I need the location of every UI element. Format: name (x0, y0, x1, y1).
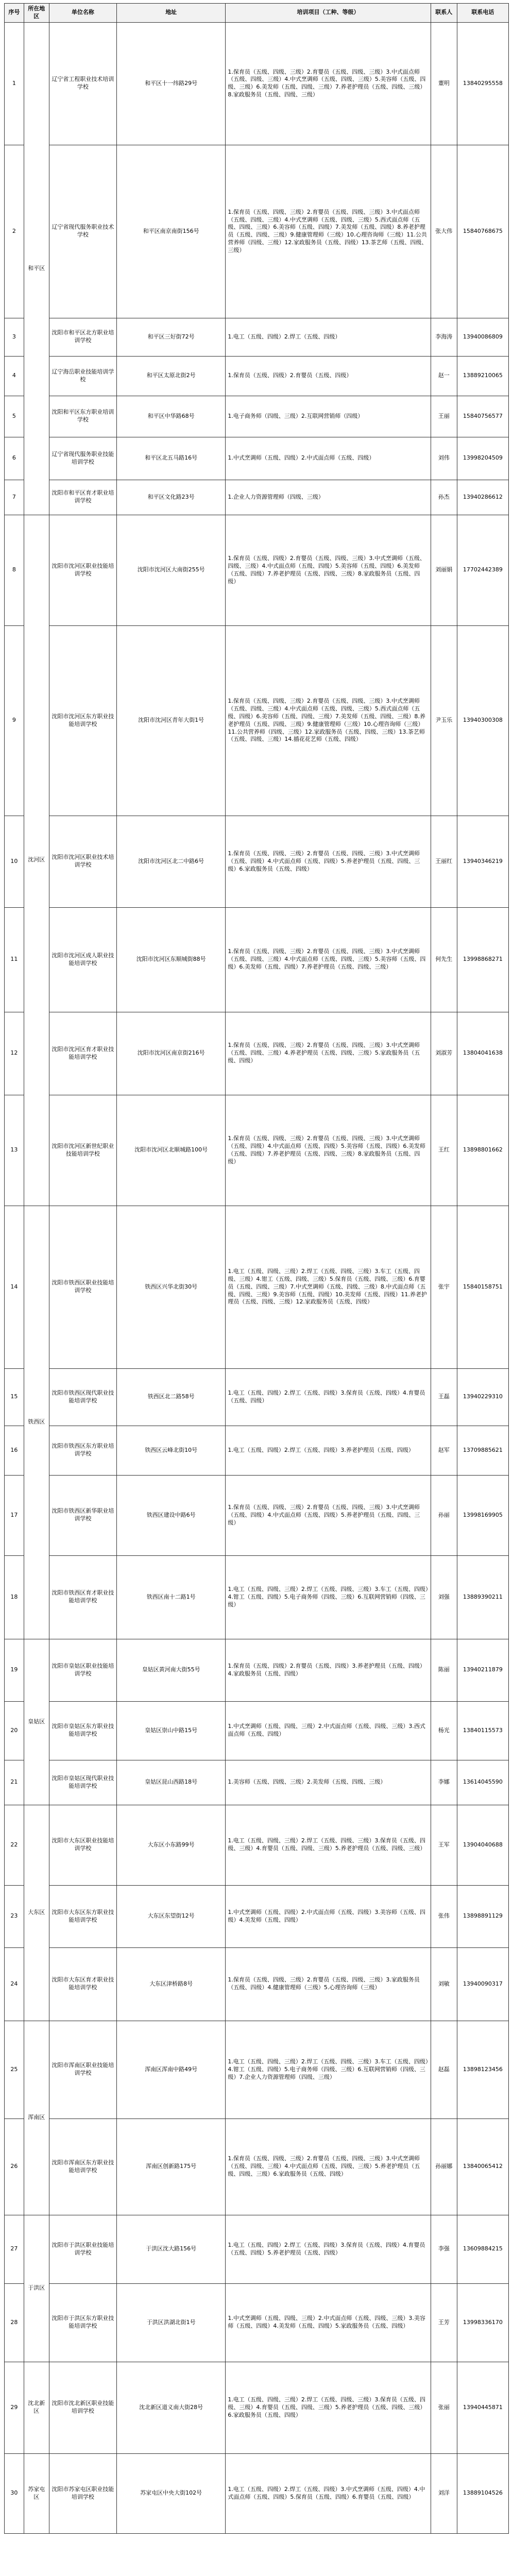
cell-district: 于洪区 (24, 2215, 49, 2362)
cell-no: 23 (5, 1885, 24, 1947)
cell-org: 沈阳市浑南区职业技能培训学校 (49, 2021, 116, 2119)
cell-district: 浑南区 (24, 2021, 49, 2215)
cell-scope: 1.中式烹调师（五级、四级）2.中式面点师（五级、四级） (226, 437, 431, 480)
cell-address: 沈阳市沈河区北顺城路100号 (117, 1095, 226, 1206)
table-row (5, 356, 509, 396)
cell-org: 沈阳市铁西区职业技能培训学校 (49, 1206, 116, 1368)
cell-org: 沈阳市大东区育才职业技能培训学校 (49, 1947, 116, 2021)
cell-org: 沈阳市沈河区新世纪职业技能培训学校 (49, 1095, 116, 1206)
table-row (5, 1639, 509, 1701)
cell-contact: 刘淑芳 (431, 1012, 457, 1095)
cell-address: 铁西区建设中路6号 (117, 1475, 226, 1555)
cell-scope: 1.保育员（五级、四级）2.育婴员（五级、四级）3.养老护理员（五级、四级）4.家政服务员（五级、四级） (226, 1639, 431, 1701)
cell-phone: 13898891129 (457, 1885, 508, 1947)
cell-address: 和平区中华路68号 (117, 396, 226, 437)
cell-contact: 王丽 (431, 396, 457, 437)
cell-contact: 刘强 (431, 1555, 457, 1639)
cell-scope: 1.企业人力资源管理师（四级、三级） (226, 480, 431, 515)
cell-contact: 陈丽 (431, 1639, 457, 1701)
cell-phone: 13889390211 (457, 1555, 508, 1639)
cell-address: 沈北新区道义南大街28号 (117, 2362, 226, 2453)
cell-phone: 13889104526 (457, 2453, 508, 2533)
cell-org: 沈阳市大东区职业技能培训学校 (49, 1805, 116, 1885)
cell-contact: 李娜 (431, 1760, 457, 1805)
cell-org: 沈阳市于洪区职业技能培训学校 (49, 2215, 116, 2283)
cell-scope: 1.电工（五级、四级、三级）2.焊工（五级、四级、三级）3.车工（五级、四级）4.钳工（五级、四级）5.电子商务师（四级、三级）6.互联网营销师（四级、三级） (226, 1555, 431, 1639)
header-district: 所在地区 (24, 4, 49, 23)
cell-no: 16 (5, 1426, 24, 1475)
cell-scope: 1.中式烹调师（五级、四级）2.中式面点师（五级、四级）3.美容师（五级、四级）4.美发师（五级、四级） (226, 1885, 431, 1947)
cell-org: 沈阳市皇姑区职业技能培训学校 (49, 1639, 116, 1701)
cell-scope: 1.电工（五级、四级、三级）2.焊工（五级、四级、三级）3.车工（五级、四级、三级）4.钳工（五级、四级、三级）5.保育员（五级、四级、三级）6.育婴员（五级、四级、三级）7.中式烹调师（五级、四级、三级）8.中式面点师（五级、四级、三级）9.美容师（五级、四级）10.美发师（五级、四级）11.养老护理员（五级、四级、三级）12.家政服务员（五级、四级） (226, 1206, 431, 1368)
cell-no: 7 (5, 480, 24, 515)
table-row (5, 816, 509, 907)
cell-address: 沈阳市沈河区北二中路6号 (117, 816, 226, 907)
cell-org: 辽宁省工程职业技术培训学校 (49, 22, 116, 145)
cell-scope: 1.中式烹调师（五级、四级、三级）2.中式面点师（五级、四级、三级）3.美容师（五级、四级）4.美发师（五级、四级）5.家政服务员（五级、四级） (226, 2283, 431, 2362)
cell-phone: 13804041638 (457, 1012, 508, 1095)
table-row (5, 625, 509, 816)
cell-no: 24 (5, 1947, 24, 2021)
cell-address: 大东区津桥路8号 (117, 1947, 226, 2021)
cell-scope: 1.保育员（五级、四级、三级）2.育婴员（五级、四级、三级）3.中式烹调师（五级、四级）4.中式面点师（五级、四级）5.养老护理员（五级、四级、三级） (226, 1475, 431, 1555)
cell-phone: 13998336170 (457, 2283, 508, 2362)
cell-no: 10 (5, 816, 24, 907)
cell-org: 沈阳市沈北新区职业技能培训学校 (49, 2362, 116, 2453)
header-address: 地址 (117, 4, 226, 23)
cell-no: 14 (5, 1206, 24, 1368)
cell-scope: 1.电工（五级、四级）2.焊工（五级、四级） (226, 318, 431, 356)
cell-phone: 13940300308 (457, 625, 508, 816)
cell-no: 22 (5, 1805, 24, 1885)
cell-no: 11 (5, 907, 24, 1012)
cell-address: 皇姑区黄河南大街55号 (117, 1639, 226, 1701)
cell-contact: 董明 (431, 22, 457, 145)
header-no: 序号 (5, 4, 24, 23)
cell-no: 1 (5, 22, 24, 145)
cell-org: 辽宁省现代服务职业技能培训学校 (49, 437, 116, 480)
cell-scope: 1.电工（五级、四级、三级）2.焊工（五级、四级、三级）3.保育员（五级、四级、三级）4.育婴员（五级、四级、三级）5.养老护理员（五级、四级、三级） (226, 1805, 431, 1885)
cell-scope: 1.保育员（五级、四级、三级）2.育婴员（五级、四级、三级）3.中式烹调师（五级、四级、三级）4.中式面点师（五级、四级、三级）5.美容师（五级、四级）6.美发师（五级、四级）7.养老护理员（五级、四级、三级） (226, 907, 431, 1012)
table-row (5, 1701, 509, 1760)
cell-phone: 13940286612 (457, 480, 508, 515)
cell-contact: 赵一 (431, 356, 457, 396)
cell-org: 辽宁海岳职业技能培训学校 (49, 356, 116, 396)
cell-org: 沈阳市和平区北方职业培训学校 (49, 318, 116, 356)
cell-address: 浑南区创新路175号 (117, 2119, 226, 2215)
cell-phone: 13998204509 (457, 437, 508, 480)
cell-phone: 13940229310 (457, 1368, 508, 1426)
cell-address: 沈阳市沈河区南京街216号 (117, 1012, 226, 1095)
table-row (5, 1206, 509, 1368)
cell-address: 和平区南京南街156号 (117, 145, 226, 318)
cell-contact: 王磊 (431, 1368, 457, 1426)
cell-org: 沈阳市皇姑区东方职业技能培训学校 (49, 1701, 116, 1760)
cell-no: 9 (5, 625, 24, 816)
table-row (5, 2453, 509, 2533)
cell-scope: 1.中式烹调师（五级、四级、三级）2.中式面点师（五级、四级、三级）3.西式面点师（五级、四级） (226, 1701, 431, 1760)
cell-no: 17 (5, 1475, 24, 1555)
cell-contact: 刘洋 (431, 2453, 457, 2533)
table-body (5, 22, 509, 2533)
cell-address: 大东区东望街12号 (117, 1885, 226, 1947)
cell-org: 沈阳市苏家屯区职业技能培训学校 (49, 2453, 116, 2533)
table-row (5, 480, 509, 515)
cell-no: 12 (5, 1012, 24, 1095)
cell-contact: 王芳 (431, 2283, 457, 2362)
table-row (5, 318, 509, 356)
header-phone: 联系电话 (457, 4, 508, 23)
cell-district: 苏家屯区 (24, 2453, 49, 2533)
cell-phone: 13614045590 (457, 1760, 508, 1805)
cell-phone: 13940090317 (457, 1947, 508, 2021)
cell-phone: 15840768675 (457, 145, 508, 318)
cell-contact: 尹玉乐 (431, 625, 457, 816)
cell-scope: 1.保育员（五级、四级、三级）2.育婴员（五级、四级、三级）3.中式烹调师（五级、四级、三级）4.养老护理员（五级、四级、三级）5.家政服务员（五级、四级） (226, 1012, 431, 1095)
cell-address: 铁西区兴华北街30号 (117, 1206, 226, 1368)
cell-scope: 1.保育员（五级、四级）2.育婴员（五级、四级、三级）3.中式烹调师（五级、四级、三级）4.中式面点师（五级、四级）5.美容师（五级、四级）6.美发师（五级、四级）7.养老护理员（五级、四级、三级）8.家政服务员（五级、四级） (226, 515, 431, 625)
cell-contact: 赵磊 (431, 2021, 457, 2119)
table-row (5, 1426, 509, 1475)
cell-contact: 刘丽娟 (431, 515, 457, 625)
table-row (5, 907, 509, 1012)
cell-address: 于洪区洪湖北街1号 (117, 2283, 226, 2362)
cell-no: 15 (5, 1368, 24, 1426)
cell-phone: 13940211879 (457, 1639, 508, 1701)
cell-scope: 1.电工（五级、四级）2.焊工（五级、四级）3.中式烹调师（五级、四级）4.中式面点师（五级、四级）5.保育员（五级、四级）6.育婴员（五级、四级） (226, 2453, 431, 2533)
cell-phone: 13940445871 (457, 2362, 508, 2453)
cell-phone: 13609884215 (457, 2215, 508, 2283)
cell-contact: 孙丽娜 (431, 2119, 457, 2215)
cell-contact: 杨光 (431, 1701, 457, 1760)
cell-phone: 13904040688 (457, 1805, 508, 1885)
cell-phone: 13998169905 (457, 1475, 508, 1555)
table-row (5, 1095, 509, 1206)
cell-org: 沈阳市于洪区东方职业技能培训学校 (49, 2283, 116, 2362)
cell-contact: 张伟 (431, 1885, 457, 1947)
cell-contact: 孙杰 (431, 480, 457, 515)
cell-scope: 1.保育员（五级、四级、三级）2.育婴员（五级、四级、三级）3.中式烹调师（五级、四级、三级）4.中式面点师（五级、四级、三级）5.养老护理员（五级、四级、三级）6.家政服务员（五级、四级） (226, 2119, 431, 2215)
cell-address: 大东区小东路99号 (117, 1805, 226, 1885)
cell-address: 沈阳市沈河区大南街255号 (117, 515, 226, 625)
table-row (5, 2283, 509, 2362)
cell-contact: 张丽 (431, 2362, 457, 2453)
cell-phone: 15840756577 (457, 396, 508, 437)
cell-address: 和平区太原北街2号 (117, 356, 226, 396)
cell-address: 皇姑区崇山中路15号 (117, 1701, 226, 1760)
cell-district: 皇姑区 (24, 1639, 49, 1805)
cell-org: 沈阳市铁西区现代职业技能培训学校 (49, 1368, 116, 1426)
cell-address: 铁西区南十二路1号 (117, 1555, 226, 1639)
cell-district: 大东区 (24, 1805, 49, 2021)
cell-org: 沈阳市沈河区育才职业技能培训学校 (49, 1012, 116, 1095)
cell-scope: 1.电工（五级、四级、三级）2.焊工（五级、四级、三级）3.车工（五级、四级）4.钳工（五级、四级）5.电子商务师（四级、三级）6.互联网营销师（四级、三级）7.企业人力资源管理师（四级、三级） (226, 2021, 431, 2119)
cell-district: 沈北新区 (24, 2362, 49, 2453)
header-scope: 培训项目（工种、等级） (226, 4, 431, 23)
table-row (5, 515, 509, 625)
cell-no: 6 (5, 437, 24, 480)
cell-address: 铁西区北二路58号 (117, 1368, 226, 1426)
cell-no: 27 (5, 2215, 24, 2283)
cell-org: 沈阳市和平区育才职业培训学校 (49, 480, 116, 515)
cell-no: 28 (5, 2283, 24, 2362)
table-row (5, 145, 509, 318)
cell-phone: 13889210065 (457, 356, 508, 396)
cell-no: 5 (5, 396, 24, 437)
cell-address: 苏家屯区中央大街102号 (117, 2453, 226, 2533)
cell-contact: 刘伟 (431, 437, 457, 480)
cell-org: 沈阳市沈河区职业技能培训学校 (49, 515, 116, 625)
table-row (5, 1947, 509, 2021)
cell-no: 25 (5, 2021, 24, 2119)
table-row (5, 1805, 509, 1885)
table-row (5, 1760, 509, 1805)
cell-scope: 1.保育员（五级、四级、三级）2.育婴员（五级、四级、三级）3.中式烹调师（五级、四级）4.中式面点师（五级、四级）5.养老护理员（五级、四级、三级）6.家政服务员（五级、四级） (226, 816, 431, 907)
cell-no: 26 (5, 2119, 24, 2215)
cell-phone: 13840065412 (457, 2119, 508, 2215)
cell-no: 20 (5, 1701, 24, 1760)
cell-org: 辽宁省现代服务职业技术学校 (49, 145, 116, 318)
cell-no: 19 (5, 1639, 24, 1701)
table-row (5, 2362, 509, 2453)
cell-no: 8 (5, 515, 24, 625)
cell-contact: 张大伟 (431, 145, 457, 318)
cell-phone: 13898123456 (457, 2021, 508, 2119)
cell-org: 沈阳和平区东方职业培训学校 (49, 396, 116, 437)
cell-phone: 15840158751 (457, 1206, 508, 1368)
header-org: 单位名称 (49, 4, 116, 23)
cell-scope: 1.电工（五级、四级）2.焊工（五级、四级）3.保育员（五级、四级）4.育婴员（五级、四级） (226, 1368, 431, 1426)
cell-address: 浑南区浑南中路49号 (117, 2021, 226, 2119)
cell-contact: 李海涛 (431, 318, 457, 356)
cell-contact: 何先生 (431, 907, 457, 1012)
cell-district: 沈河区 (24, 515, 49, 1206)
table-row (5, 1012, 509, 1095)
cell-no: 30 (5, 2453, 24, 2533)
cell-org: 沈阳市浑南区东方职业技能培训学校 (49, 2119, 116, 2215)
table-row (5, 1885, 509, 1947)
cell-no: 18 (5, 1555, 24, 1639)
cell-phone: 13998868271 (457, 907, 508, 1012)
table-row (5, 1368, 509, 1426)
cell-no: 2 (5, 145, 24, 318)
cell-address: 沈阳市沈河区青年大街1号 (117, 625, 226, 816)
cell-no: 21 (5, 1760, 24, 1805)
cell-scope: 1.电工（五级、四级）2.焊工（五级、四级）3.养老护理员（五级、四级） (226, 1426, 431, 1475)
cell-no: 13 (5, 1095, 24, 1206)
cell-org: 沈阳市铁西区东方职业培训学校 (49, 1426, 116, 1475)
cell-address: 和平区文化路23号 (117, 480, 226, 515)
cell-phone: 13898801662 (457, 1095, 508, 1206)
cell-org: 沈阳市沈河区成人职业技能培训学校 (49, 907, 116, 1012)
cell-scope: 1.保育员（五级、四级、三级）2.育婴员（五级、四级、三级）3.中式面点师（五级、四级、三级）4.中式烹调师（五级、四级、三级）5.美容师（五级、四级、三级）6.美发师（五级、四级、三级）7.养老护理员（五级、四级、三级）8.家政服务员（五级、四级、三级） (226, 22, 431, 145)
cell-org: 沈阳市铁西区新华职业培训学校 (49, 1475, 116, 1555)
table-row (5, 2021, 509, 2119)
cell-phone: 17702442389 (457, 515, 508, 625)
cell-scope: 1.电工（五级、四级、三级）2.焊工（五级、四级、三级）3.保育员（五级、四级、三级）4.育婴员（五级、四级、三级）5.养老护理员（五级、四级、三级）6.家政服务员（五级、四级） (226, 2362, 431, 2453)
cell-address: 于洪区沈大路156号 (117, 2215, 226, 2283)
table-row (5, 22, 509, 145)
cell-scope: 1.保育员（五级、四级、三级）2.育婴员（五级、四级、三级）3.家政服务员（五级、四级）4.健康管理师（三级）5.心理咨询师（三级） (226, 1947, 431, 2021)
cell-org: 沈阳市皇姑区现代职业技能培训学校 (49, 1760, 116, 1805)
cell-scope: 1.美容师（五级、四级、三级）2.美发师（五级、四级、三级） (226, 1760, 431, 1805)
table-row (5, 1555, 509, 1639)
cell-org: 沈阳市沈河区职业技术培训学校 (49, 816, 116, 907)
cell-address: 和平区十一纬路29号 (117, 22, 226, 145)
table-row (5, 2215, 509, 2283)
table-header (5, 4, 509, 23)
cell-contact: 王红 (431, 1095, 457, 1206)
cell-no: 3 (5, 318, 24, 356)
cell-contact: 王军 (431, 1805, 457, 1885)
cell-no: 29 (5, 2362, 24, 2453)
cell-phone: 13709885621 (457, 1426, 508, 1475)
cell-contact: 王丽红 (431, 816, 457, 907)
cell-phone: 13940086809 (457, 318, 508, 356)
cell-scope: 1.电子商务师（四级、三级）2.互联网营销师（四级） (226, 396, 431, 437)
cell-contact: 刘敏 (431, 1947, 457, 2021)
cell-address: 和平区北五马路16号 (117, 437, 226, 480)
table-row (5, 437, 509, 480)
table-row (5, 396, 509, 437)
cell-address: 沈阳市沈河区东顺城街88号 (117, 907, 226, 1012)
cell-contact: 李强 (431, 2215, 457, 2283)
cell-contact: 赵军 (431, 1426, 457, 1475)
cell-scope: 1.保育员（五级、四级、三级）2.育婴员（五级、四级、三级）3.中式面点师（五级、四级、三级）4.中式烹调师（五级、四级、三级）5.西式面点师（五级、四级、三级）6.美容师（五级、四级）7.美发师（五级、四级）8.养老护理员（五级、四级、三级）9.健康管理师（三级）10.心理咨询师（三级）11.公共营养师（四级、三级）12.家政服务员（五级、四级）13.茶艺师（五级、四级、三级） (226, 145, 431, 318)
cell-address: 皇姑区昆山西路18号 (117, 1760, 226, 1805)
cell-org: 沈阳市铁西区育才职业技能培训学校 (49, 1555, 116, 1639)
cell-phone: 13840115573 (457, 1701, 508, 1760)
cell-scope: 1.保育员（五级、四级、三级）2.育婴员（五级、四级、三级）3.中式烹调师（五级、四级）4.中式面点师（五级、四级）5.美容师（五级、四级）6.美发师（五级、四级）7.养老护理员（五级、四级、三级）8.家政服务员（五级、四级） (226, 1095, 431, 1206)
cell-phone: 13840295558 (457, 22, 508, 145)
cell-org: 沈阳市大东区东方职业技能培训学校 (49, 1885, 116, 1947)
cell-district: 和平区 (24, 22, 49, 515)
cell-scope: 1.保育员（五级、四级、三级）2.育婴员（五级、四级、三级）3.中式烹调师（五级、四级、三级）4.中式面点师（五级、四级、三级）5.西式面点师（五级、四级）6.美容师（五级、四级、三级）7.美发师（五级、四级、三级）8.养老护理员（五级、四级、三级）9.健康管理师（三级）10.心理咨询师（三级）11.公共营养师（四级、三级）12.家政服务员（五级、四级、三级）13.茶艺师（五级、四级、三级）14.插花花艺师（五级、四级） (226, 625, 431, 816)
cell-no: 4 (5, 356, 24, 396)
cell-scope: 1.保育员（五级、四级）2.育婴员（五级、四级） (226, 356, 431, 396)
header-contact: 联系人 (431, 4, 457, 23)
table-row (5, 1475, 509, 1555)
cell-address: 铁西区云峰北街10号 (117, 1426, 226, 1475)
cell-address: 和平区三好街72号 (117, 318, 226, 356)
cell-phone: 13940346219 (457, 816, 508, 907)
table-row (5, 2119, 509, 2215)
training-institutions-table (4, 3, 509, 2534)
cell-scope: 1.电工（五级、四级）2.焊工（五级、四级）3.保育员（五级、四级）4.育婴员（五级、四级）5.养老护理员（五级、四级） (226, 2215, 431, 2283)
cell-org: 沈阳市沈河区东方职业技能培训学校 (49, 625, 116, 816)
cell-contact: 张宇 (431, 1206, 457, 1368)
cell-district: 铁西区 (24, 1206, 49, 1639)
cell-contact: 孙丽 (431, 1475, 457, 1555)
